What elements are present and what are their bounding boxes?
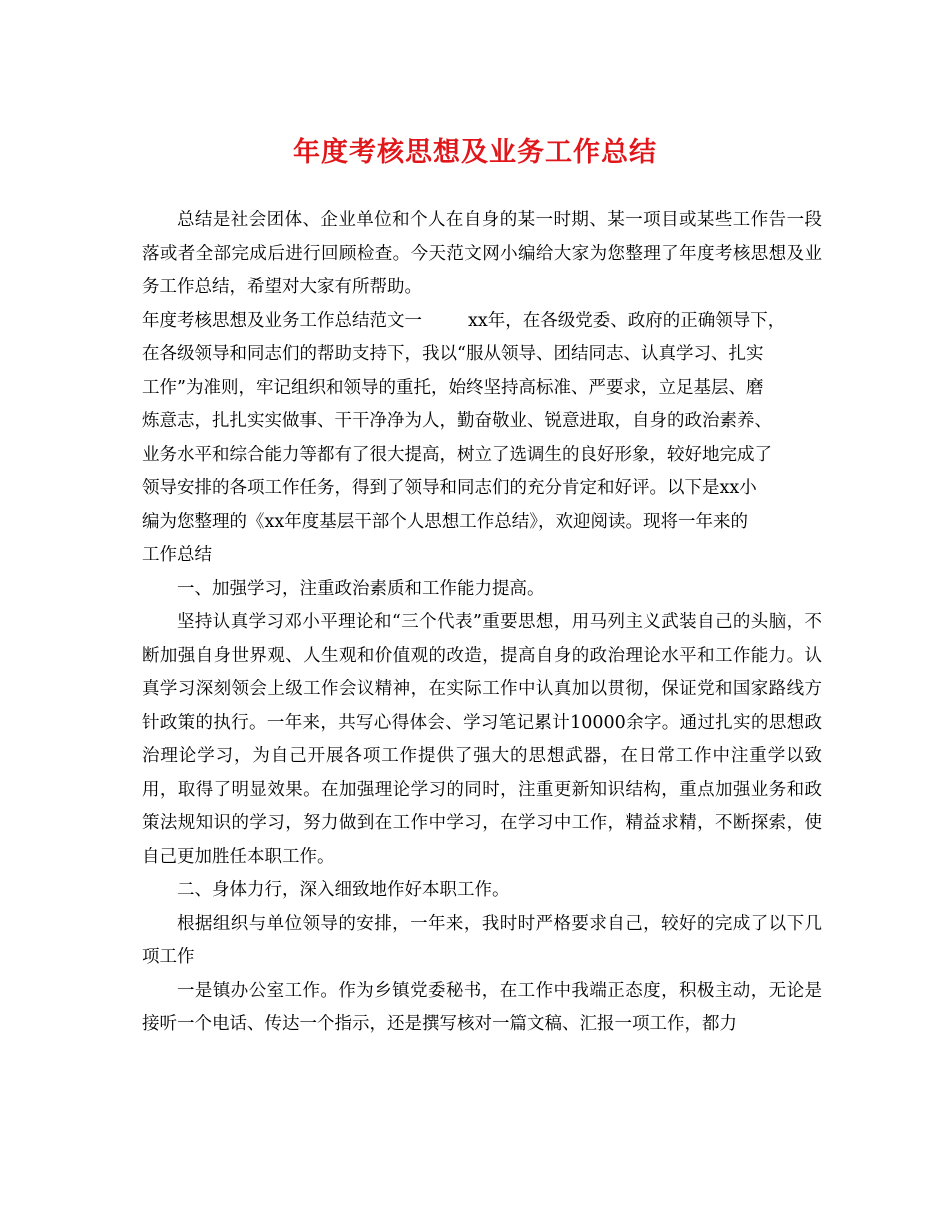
section2-heading: 二、身体力行，深入细致地作好本职工作。 xyxy=(177,880,510,900)
section3-body: 一是镇办公室工作。作为乡镇党委秘书，在工作中我端正态度，积极主动，无论是接听一个电话、传达一个指示，还是撰写核对一篇文稿、汇报一项工作，都力 xyxy=(142,980,822,1034)
sample-line-7: 编为您整理的《xx年度基层干部个人思想工作总结》，欢迎阅读。现将一年来的 xyxy=(142,511,748,532)
sample-line-6: 领导安排的各项工作任务，得到了领导和同志们的充分肯定和好评。以下是xx小 xyxy=(142,478,757,498)
sample-line-1: xx年，在各级党委、政府的正确领导下， xyxy=(468,310,786,331)
sample-line-5: 业务水平和综合能力等都有了很大提高，树立了选调生的良好形象，较好地完成了 xyxy=(142,444,772,465)
sample-line-3: 工作”为准则，牢记组织和领导的重托，始终坚持高标准、严要求，立足基层、磨 xyxy=(142,377,764,398)
sample-paragraph xyxy=(142,305,822,573)
section2-body: 根据组织与单位领导的安排，一年来，我时时严格要求自己，较好的完成了以下几项工作 xyxy=(142,913,822,967)
intro-paragraph: 总结是社会团体、企业单位和个人在自身的某一时期、某一项目或某些工作告一段落或者全部完成后进行回顾检查。今天范文网小编给大家为您整理了年度考核思想及业务工作总结，希望对大家有所帮助。 xyxy=(142,210,822,297)
section1-heading: 一、加强学习，注重政治素质和工作能力提高。 xyxy=(177,578,545,599)
document-body xyxy=(142,204,822,1042)
sample-first-line xyxy=(142,305,822,339)
sample-line-4: 炼意志，扎扎实实做事、干干净净为人，勤奋敬业、锐意进取，自身的政治素养、 xyxy=(142,411,772,431)
sample-heading: 年度考核思想及业务工作总结范文一 xyxy=(142,310,422,331)
document-title: 年度考核思想及业务工作总结 xyxy=(293,137,657,168)
sample-line-2: 在各级领导和同志们的帮助支持下，我以“服从领导、团结同志、认真学习、扎实 xyxy=(142,344,764,364)
sample-line-8: 工作总结 xyxy=(142,545,212,565)
section1-body: 坚持认真学习邓小平理论和“三个代表”重要思想，用马列主义武装自己的头脑，不断加强自身世界观、人生观和价值观的改造，提高自身的政治理论水平和工作能力。认真学习深刻领会上级工作会议精神，在实际工作中认真加以贯彻，保证党和国家路线方针政策的执行。一年来，共写心得体会、学习笔记累计10000余字。通过扎实的思想政治理论学习，为自己开展各项工作提供了强大的思想武器，在日常工作中注重学以致用，取得了明显效果。在加强理论学习的同时，注重更新知识结构，重点加强业务和政策法规知识的学习，努力做到在工作中学习，在学习中工作，精益求精，不断探索，使自己更加胜任本职工作。 xyxy=(142,612,822,867)
